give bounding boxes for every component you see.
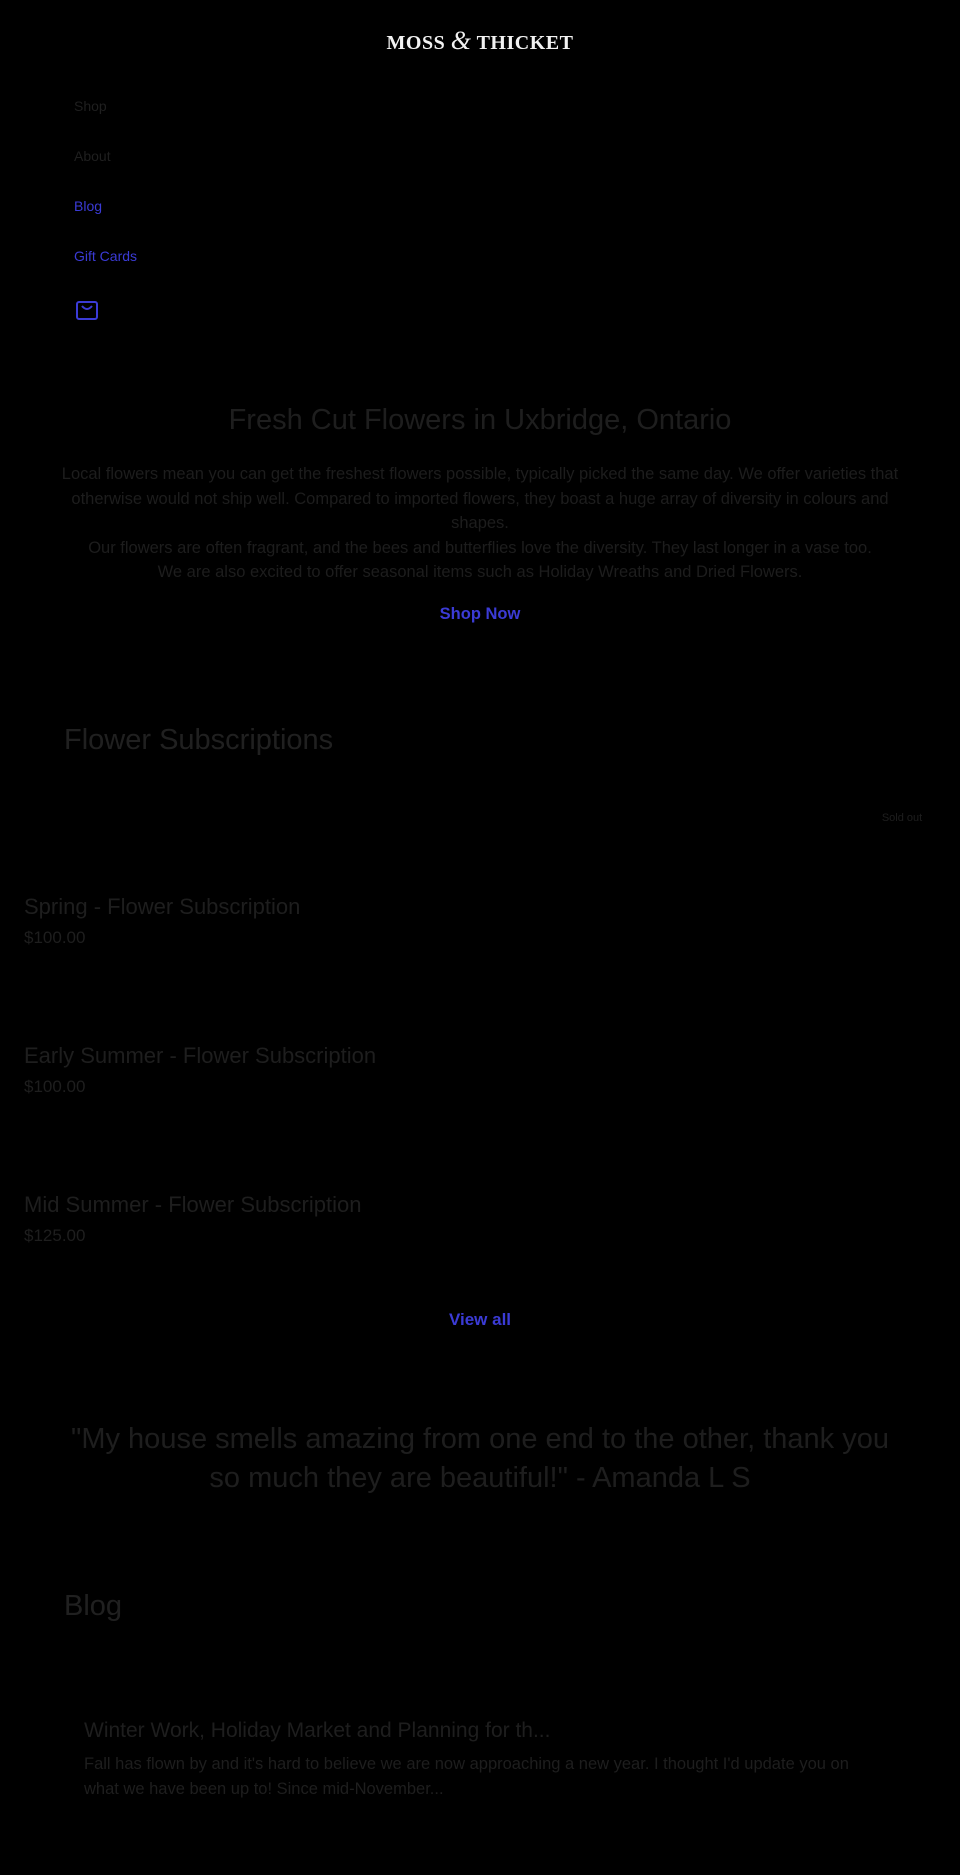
- nav-item-about[interactable]: About: [74, 148, 111, 164]
- blog-post-card[interactable]: [84, 1716, 884, 1802]
- product-price: $100.00: [24, 928, 86, 947]
- product-name[interactable]: Early Summer - Flower Subscription: [24, 1043, 377, 1068]
- subscriptions-title: Flower Subscriptions: [64, 724, 334, 756]
- blog-section-title: Blog: [64, 1590, 123, 1622]
- product-price: $125.00: [24, 1226, 86, 1245]
- product-name[interactable]: Mid Summer - Flower Subscription: [24, 1192, 362, 1217]
- logo-word-moss: MOSS: [386, 32, 446, 54]
- blog-post-title[interactable]: Winter Work, Holiday Market and Planning for th...: [84, 1719, 551, 1742]
- hero-paragraph-2: Our flowers are often fragrant, and the bees and butterflies love the diversity. They last longer in a vase too.: [88, 538, 872, 557]
- product-card[interactable]: [24, 892, 724, 950]
- shop-now-button[interactable]: Shop Now: [439, 604, 521, 623]
- hero-paragraph-3: We are also excited to offer seasonal items such as Holiday Wreaths and Dried Flowers.: [157, 563, 803, 582]
- product-price: $100.00: [24, 1077, 86, 1096]
- main-navigation: [74, 96, 137, 322]
- logo-ampersand: &: [450, 26, 472, 55]
- product-card[interactable]: [24, 1190, 724, 1248]
- nav-item-shop[interactable]: Shop: [74, 98, 107, 114]
- nav-item-blog[interactable]: Blog: [74, 198, 103, 214]
- site-logo[interactable]: [0, 26, 960, 56]
- sold-out-badge: Sold out: [881, 812, 923, 824]
- nav-item-gift-cards[interactable]: Gift Cards: [74, 248, 138, 264]
- product-name[interactable]: Spring - Flower Subscription: [24, 894, 301, 919]
- shopping-bag-icon[interactable]: [74, 296, 100, 322]
- testimonial-quote: "My house smells amazing from one end to the other, thank you so much they are beautiful!" - Amanda L S: [71, 1423, 889, 1494]
- blog-post-excerpt: Fall has flown by and it's hard to believe we are now approaching a new year. I thought I'd update you on what we have been up to! Since mid-November...: [84, 1755, 849, 1798]
- hero-paragraph-1: Local flowers mean you can get the freshest flowers possible, typically picked the same day. We offer varieties that otherwise would not ship well. Compared to imported flowers, they boast a huge array of diversity in colours and shapes.: [61, 465, 899, 533]
- view-all-button[interactable]: View all: [448, 1310, 512, 1329]
- hero-section: [56, 400, 904, 624]
- logo-word-thicket: THICKET: [476, 32, 574, 54]
- product-card[interactable]: [24, 1041, 724, 1099]
- hero-title: Fresh Cut Flowers in Uxbridge, Ontario: [228, 404, 732, 436]
